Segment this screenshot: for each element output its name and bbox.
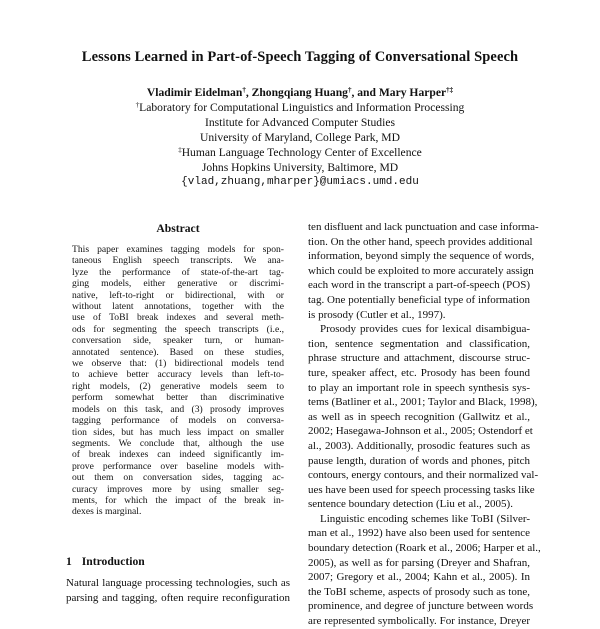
text-line: out them on conversation sides, tagging ac- [72, 472, 284, 484]
text-line: Linguistic encoding schemes like ToBI (Silver- [320, 512, 530, 525]
author-names [0, 85, 600, 100]
text-line: native, left-to-right or bidirectional, with or [72, 289, 284, 301]
text-line: phrase structure and attachment, discourse struc- [308, 352, 530, 365]
text-line: 2005), as well as for parsing (Dreyer and Shafran, [308, 556, 530, 569]
text-line: perform somewhat better than discriminative [72, 392, 284, 404]
dagger-mark: † [135, 101, 140, 109]
text-line: 2002; Hasegawa-Johnson et al., 2005; Ostendorf et [308, 425, 533, 438]
text-line: the ToBI scheme, aspects of prosody such as tone, [308, 585, 530, 598]
text-line: 2007; Gregory et al., 2004; Kahn et al., 2005). In [308, 571, 530, 584]
text-line: of break indexes can indeed significantly im- [72, 449, 284, 461]
introduction-body [66, 576, 290, 605]
section-1-heading [66, 555, 145, 568]
text-line: tagging performance of models on conversa- [72, 415, 284, 427]
author-zhongqiang: Zhongqiang Huang [251, 86, 348, 99]
author-vladimir: Vladimir Eidelman [146, 86, 243, 99]
text-line: tion, sentence segmentation and classification, [308, 337, 530, 350]
text-line: as well as in speech recognition (Gallwitz et al., [308, 410, 530, 423]
text-line: to achieve better accuracy levels than left-to- [72, 369, 284, 381]
paragraph-1 [308, 220, 539, 322]
abstract-heading: Abstract [156, 222, 200, 235]
text-line: models on this task, and (3) prosody improves [72, 403, 284, 415]
affiliation-text: Laboratory for Computational Linguistics and Information Processing [139, 101, 465, 114]
text-line: lyze the performance of state-of-the-art tag- [72, 266, 284, 278]
text-line: taneous English speech transcripts. We ana- [72, 255, 284, 267]
text-line: ture, speaker affect, etc. Prosody has been found [308, 366, 530, 379]
text-line: conversation side, speaker turn, or human- [72, 335, 284, 347]
text-line: pause length, duration of words and phones, pitch [308, 454, 530, 467]
author-separator: , and [351, 86, 379, 99]
text-line: each word in the transcript a part-of-speech (POS) [308, 279, 530, 292]
text-line: dexes is marginal. [72, 506, 142, 518]
author-email: {vlad,zhuang,mharper}@umiacs.umd.edu [181, 176, 419, 188]
paragraph-3 [308, 512, 541, 629]
affiliation-jhu-univ: Johns Hopkins University, Baltimore, MD [201, 161, 399, 174]
text-line: to play an important role in speech synthesis sys- [308, 381, 530, 394]
text-line: ods for segmenting the speech transcripts (i.e., [72, 323, 284, 335]
text-line: Natural language processing technologies, such as [66, 577, 290, 589]
text-line: information, beyond simply the sequence of words, [308, 250, 535, 263]
text-line: ten disfluent and lack punctuation and case informa- [308, 221, 539, 233]
text-line: segments. We conclude that, although the use [72, 437, 284, 449]
dagger-mark: † [242, 86, 246, 94]
text-line: ging models, either generative or discrimi- [72, 278, 284, 290]
dagger-mark [446, 86, 453, 94]
ddagger-mark: ‡ [449, 86, 454, 94]
text-line: ments, for which the impact of the break in- [72, 494, 284, 506]
text-line: tion sides, but has much less impact on smaller [72, 426, 284, 438]
text-line: tion. On the other hand, speech provides additional [308, 235, 533, 248]
text-line: sentence boundary detection (Liu et al., 2005). [308, 498, 513, 511]
text-line: without latent annotations, together with the [72, 301, 284, 313]
affiliation-umd-institute: Institute for Advanced Computer Studies [205, 116, 395, 129]
dagger-mark-1: † [446, 86, 450, 94]
text-line: Prosody provides cues for lexical disambigua- [320, 323, 530, 336]
text-line: tag. One potentially beneficial type of information [308, 293, 530, 306]
author-separator: , [245, 86, 252, 99]
abstract-section [66, 222, 290, 518]
text-line: contours, energy contours, and their normalized val- [308, 469, 539, 482]
dagger-mark: † [347, 86, 352, 94]
author-mary: Mary Harper [378, 86, 447, 99]
affiliation-text: Human Language Technology Center of Excellence [181, 146, 422, 159]
affiliation-jhu-center [0, 145, 600, 160]
text-line: prove performance over baseline models with- [72, 460, 284, 472]
ddagger-mark: ‡ [178, 146, 182, 154]
text-line: is prosody (Cutler et al., 1997). [308, 308, 446, 321]
section-title: Introduction [81, 555, 145, 568]
text-line: curacy improves more by using smaller seg- [72, 483, 284, 495]
text-line: prominence, and degree of juncture between words [308, 600, 534, 613]
text-line: are represented symbolically. For instance, Dreyer [308, 615, 530, 628]
text-line: parsing and tagging, often require reconfiguration [66, 591, 290, 604]
text-line: tems (Batliner et al., 2001; Taylor and Black, 1998), [308, 396, 538, 409]
author-block [0, 85, 600, 190]
abstract-body [66, 244, 290, 518]
paragraph-2 [308, 322, 539, 512]
paper-title: Lessons Learned in Part-of-Speech Tagging of Conversational Speech [81, 49, 519, 65]
text-line: we observe that: (1) bidirectional models tend [72, 358, 284, 370]
section-number: 1 [66, 555, 72, 568]
text-line: which could be exploited to more accurately assign [308, 264, 534, 277]
affiliation-umd-univ: University of Maryland, College Park, MD [200, 131, 400, 144]
text-line: man et al., 1992) have also been used for sentence [308, 527, 530, 540]
text-line: boundary detection (Roark et al., 2006; Harper et al., [308, 542, 541, 555]
text-line: This paper examines tagging models for spon- [72, 244, 284, 255]
right-column [308, 220, 541, 629]
text-line: ues have been used for speech processing tasks like [308, 483, 535, 496]
text-line: annotated sentence). Based on these studies, [72, 346, 284, 358]
text-line: al., 2003). Additionally, prosodic features such as [308, 439, 530, 452]
text-line: right models, (2) generative models seem to [72, 380, 284, 392]
affiliation-umd-lab [0, 100, 600, 115]
text-line: use of ToBI break indexes and several meth- [72, 312, 284, 324]
